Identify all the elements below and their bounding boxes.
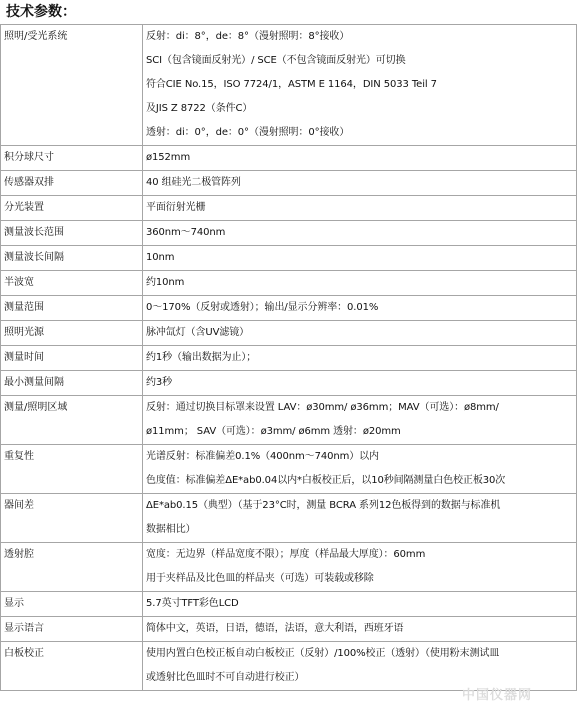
spec-value-line: 0～170%（反射或透射）；输出/显示分辨率：0.01% <box>146 302 379 313</box>
spec-value-line: 光谱反射：标准偏差0.1%（400nm～740nm）以内 <box>146 451 379 462</box>
spec-value-line: 约10nm <box>146 277 185 288</box>
spec-value-line: 透射：di：0°，de：0°（漫射照明：0°接收） <box>146 127 350 138</box>
table-row <box>1 494 577 543</box>
table-row <box>1 25 577 146</box>
spec-value <box>143 396 577 445</box>
spec-value-line: 约1秒（输出数据为止）； <box>146 352 257 363</box>
spec-label: 半波宽 <box>1 271 143 296</box>
spec-value <box>143 543 577 592</box>
spec-value <box>143 221 577 246</box>
spec-value-line: 40 组硅光二极管阵列 <box>146 177 241 188</box>
table-row <box>1 346 577 371</box>
spec-value-line: 简体中文，英语，日语，德语，法语，意大利语，西班牙语 <box>146 623 404 634</box>
spec-label: 测量时间 <box>1 346 143 371</box>
spec-label: 测量波长间隔 <box>1 246 143 271</box>
spec-label: 显示 <box>1 592 143 617</box>
spec-value-line: 符合CIE No.15，ISO 7724/1，ASTM E 1164，DIN 5033 Teil 7 <box>146 79 437 90</box>
table-row <box>1 543 577 592</box>
spec-value-line: 5.7英寸TFT彩色LCD <box>146 598 239 609</box>
spec-value-line: 脉冲氙灯（含UV滤镜） <box>146 327 250 338</box>
spec-value-line: 360nm～740nm <box>146 227 226 238</box>
table-row <box>1 246 577 271</box>
spec-value <box>143 246 577 271</box>
table-row <box>1 445 577 494</box>
spec-label: 最小测量间隔 <box>1 371 143 396</box>
spec-value <box>143 296 577 321</box>
spec-value-line: ΔE*ab0.15（典型）（基于23°C时，测量 BCRA 系列12色板得到的数据与标准机 <box>146 500 501 511</box>
spec-value-line: 使用内置白色校正板自动白板校正（反射）/100%校正（透射）（使用粉末测试皿 <box>146 648 500 659</box>
spec-value-line: 用于夹样品及比色皿的样品夹（可选）可装载或移除 <box>146 573 374 584</box>
spec-value-line: SCI（包含镜面反射光）/ SCE（不包含镜面反射光）可切换 <box>146 55 406 66</box>
spec-value-line: ø152mm <box>146 152 191 163</box>
spec-label: 积分球尺寸 <box>1 146 143 171</box>
spec-label: 测量范围 <box>1 296 143 321</box>
spec-value <box>143 271 577 296</box>
spec-table <box>0 24 577 691</box>
spec-value <box>143 171 577 196</box>
spec-label: 分光装置 <box>1 196 143 221</box>
table-row <box>1 617 577 642</box>
spec-value <box>143 146 577 171</box>
watermark: 中国仪器网 <box>461 688 532 703</box>
spec-value <box>143 25 577 146</box>
spec-value-line: 宽度：无边界（样品宽度不限）；厚度（样品最大厚度）：60mm <box>146 549 426 560</box>
table-row <box>1 371 577 396</box>
table-row <box>1 296 577 321</box>
spec-value-line: 反射：通过切换目标罩来设置 LAV：ø30mm/ ø36mm；MAV（可选）：ø8mm/ <box>146 402 499 413</box>
spec-value <box>143 321 577 346</box>
spec-value-line: 及JIS Z 8722（条件C） <box>146 103 253 114</box>
spec-label: 白板校正 <box>1 642 143 691</box>
spec-value-line: 约3秒 <box>146 377 173 388</box>
spec-value-line: 数据相比） <box>146 524 196 535</box>
spec-value-line: 或透射比色皿时不可自动进行校正） <box>146 672 305 683</box>
spec-label: 测量/照明区域 <box>1 396 143 445</box>
table-row <box>1 396 577 445</box>
spec-label: 测量波长范围 <box>1 221 143 246</box>
spec-label: 照明光源 <box>1 321 143 346</box>
table-row <box>1 271 577 296</box>
table-row <box>1 171 577 196</box>
table-row <box>1 592 577 617</box>
table-row <box>1 321 577 346</box>
spec-value-line: 反射：di：8°，de：8°（漫射照明：8°接收） <box>146 31 350 42</box>
table-row <box>1 146 577 171</box>
spec-label: 传感器双排 <box>1 171 143 196</box>
spec-value-line: 平面衍射光栅 <box>146 202 206 213</box>
spec-value <box>143 494 577 543</box>
spec-value <box>143 617 577 642</box>
table-row <box>1 221 577 246</box>
spec-value <box>143 445 577 494</box>
spec-value <box>143 592 577 617</box>
spec-value <box>143 346 577 371</box>
spec-label: 照明/受光系统 <box>1 25 143 146</box>
spec-label: 器间差 <box>1 494 143 543</box>
spec-value-line: ø11mm； SAV（可选）：ø3mm/ ø6mm 透射：ø20mm <box>146 426 401 437</box>
table-row <box>1 196 577 221</box>
page-title: 技术参数： <box>6 4 76 20</box>
spec-label: 透射腔 <box>1 543 143 592</box>
spec-value <box>143 371 577 396</box>
spec-value-line: 色度值：标准偏差ΔE*ab0.04以内*白板校正后，以10秒间隔测量白色校正板30次 <box>146 475 506 486</box>
spec-label: 重复性 <box>1 445 143 494</box>
spec-label: 显示语言 <box>1 617 143 642</box>
spec-value-line: 10nm <box>146 252 175 263</box>
spec-value <box>143 196 577 221</box>
